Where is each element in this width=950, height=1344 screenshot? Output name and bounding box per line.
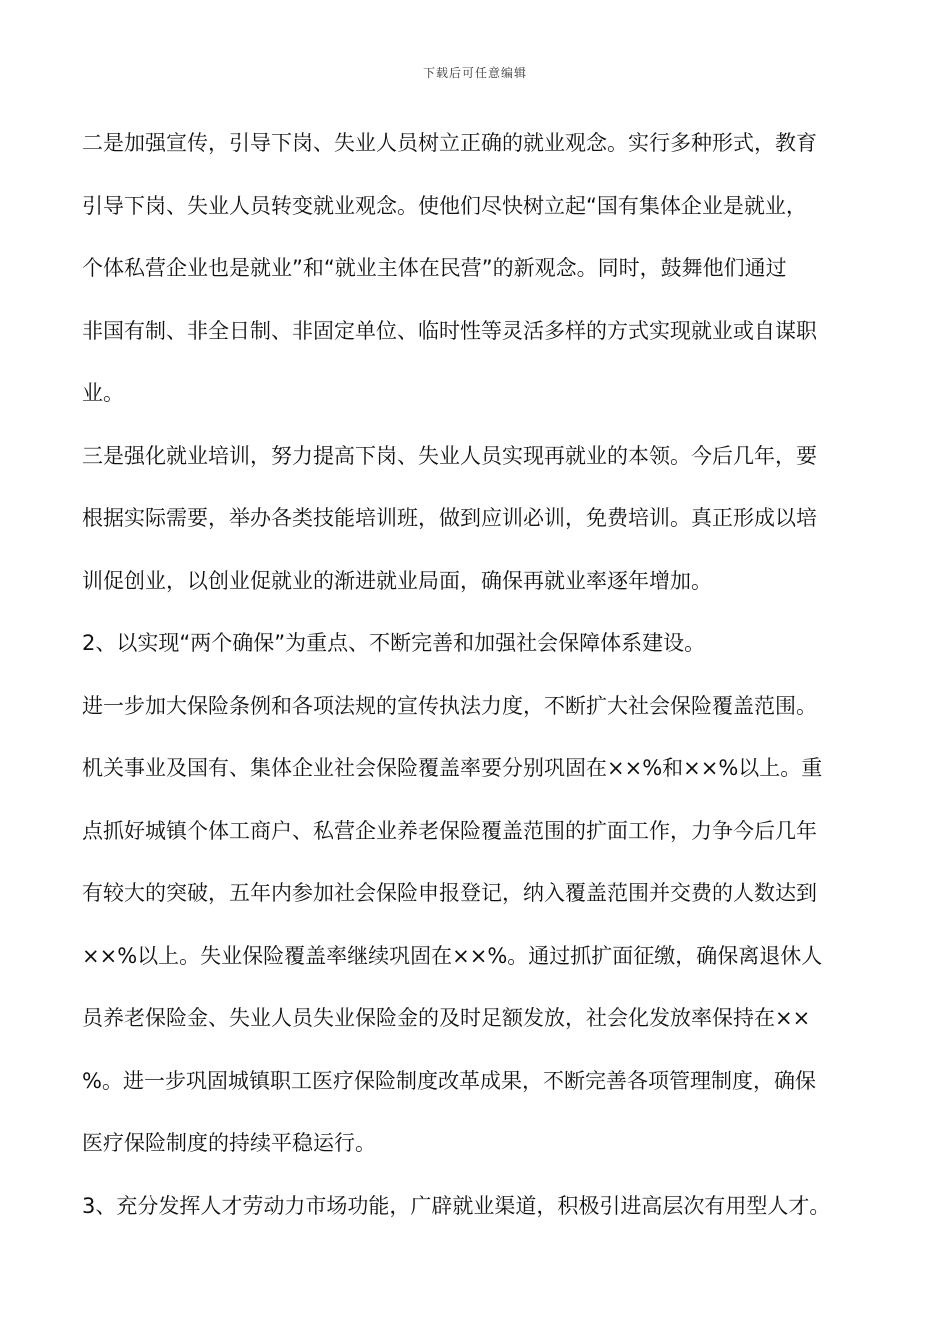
page-header: 下载后可任意编辑 — [422, 66, 527, 80]
text-line: 有较大的突破，五年内参加社会保险申报登记，纳入覆盖范围并交费的人数达到 — [82, 881, 817, 905]
text-line: 进一步加大保险条例和各项法规的宣传执法力度，不断扩大社会保险覆盖范围。 — [82, 693, 817, 718]
text-line: 非国有制、非全日制、非固定单位、临时性等灵活多样的方式实现就业或自谋职 — [82, 318, 817, 343]
text-line: %。进一步巩固城镇职工医疗保险制度改革成果，不断完善各项管理制度，确保 — [82, 1068, 816, 1093]
document-body — [82, 112, 872, 1237]
text-line: 机关事业及国有、集体企业社会保险覆盖率要分别巩固在××%和××%以上。重 — [82, 756, 823, 780]
text-line: 训促创业，以创业促就业的渐进就业局面，确保再就业率逐年增加。 — [82, 568, 712, 593]
text-line: 引导下岗、失业人员转变就业观念。使他们尽快树立起“国有集体企业是就业， — [82, 193, 807, 218]
text-line: 二是加强宣传，引导下岗、失业人员树立正确的就业观念。实行多种形式，教育 — [82, 131, 817, 155]
text-line: 三是强化就业培训，努力提高下岗、失业人员实现再就业的本领。今后几年，要 — [82, 443, 817, 468]
text-line: 点抓好城镇个体工商户、私营企业养老保险覆盖范围的扩面工作，力争今后几年 — [82, 818, 817, 843]
text-line: 3、充分发挥人才劳动力市场功能，广辟就业渠道，积极引进高层次有用型人才。 — [82, 1193, 831, 1218]
text-line: 个体私营企业也是就业”和“就业主体在民营”的新观念。同时，鼓舞他们通过 — [82, 256, 787, 280]
text-line: 根据实际需要，举办各类技能培训班，做到应训必训，免费培训。真正形成以培 — [82, 506, 817, 530]
text-line: 2、以实现“两个确保”为重点、不断完善和加强社会保障体系建设。 — [82, 631, 706, 655]
text-line: ××%以上。失业保险覆盖率继续巩固在××%。通过抓扩面征缴，确保离退休人 — [82, 943, 823, 968]
text-line: 业。 — [82, 381, 124, 405]
text-line: 员养老保险金、失业人员失业保险金的及时足额发放，社会化发放率保持在×× — [82, 1006, 811, 1030]
text-line: 医疗保险制度的持续平稳运行。 — [82, 1131, 376, 1155]
